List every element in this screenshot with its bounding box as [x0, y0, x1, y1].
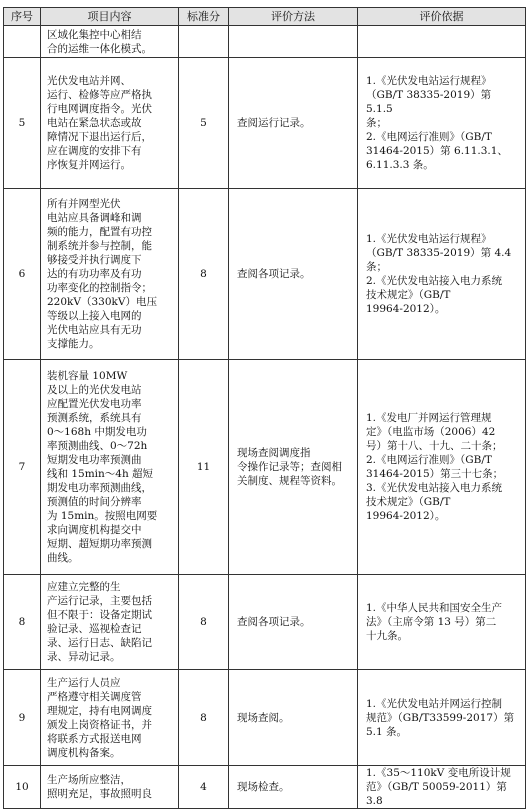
- table-row: [4, 189, 526, 360]
- cell-score: [179, 26, 229, 58]
- cell-basis: [358, 26, 526, 58]
- cell-basis: 1.《中华人民共和国安全生产 法》（主席令第 13 号）第二 十九条。: [358, 575, 526, 670]
- cell-content: 生产运行人员应 严格遵守相关调度管 理规定，持有电网调度 颁发上岗资格证书，并 将联系方式报送电网 调度机构备案。: [41, 670, 179, 766]
- cell-content: 应建立完整的生 产运行记录，主要包括 但不限于：设备定期试 验记录、巡视检查记 录、运行日志、缺陷记 录、异动记录。: [41, 575, 179, 670]
- table-row: [4, 360, 526, 575]
- cell-basis: 1.《35～110kV 变电所设计规 范》（GB/T 50059-2011）第 3.8: [358, 766, 526, 809]
- table-row: [4, 58, 526, 189]
- header-no: 序号: [4, 8, 41, 26]
- cell-method: 查阅各项记录。: [229, 575, 358, 670]
- cell-basis: 1.《光伏发电站运行规程》 （GB/T 38335-2019）第 4.4 条； 2.《光伏发电站接入电力系统 技术规定》（GB/T 19964-2012）。: [358, 189, 526, 360]
- cell-no: 5: [4, 58, 41, 189]
- table-row: [4, 766, 526, 809]
- cell-content: 光伏发电站并网、 运行、检修等应严格执 行电网调度指令。光伏 电站在紧急状态或故 障情况下退出运行后， 应在调度的安排下有 序恢复并网运行。: [41, 58, 179, 189]
- cell-no: 7: [4, 360, 41, 575]
- cell-no: [4, 26, 41, 58]
- cell-score: 8: [179, 189, 229, 360]
- cell-method: 查阅运行记录。: [229, 58, 358, 189]
- table-row-continuation: [4, 26, 526, 58]
- cell-score: 8: [179, 670, 229, 766]
- header-basis: 评价依据: [358, 8, 526, 26]
- cell-basis: 1.《光伏发电站运行规程》 （GB/T 38335-2019）第 5.1.5 条； 2.《电网运行准则》（GB/T 31464-2015）第 6.11.3.1、 6.11.3.3 条。: [358, 58, 526, 189]
- cell-no: 6: [4, 189, 41, 360]
- cell-score: 11: [179, 360, 229, 575]
- header-content: 项目内容: [41, 8, 179, 26]
- cell-content: 生产场所应整洁， 照明充足，事故照明良: [41, 766, 179, 809]
- cell-content: 区域化集控中心相结 合的运维一体化模式。: [41, 26, 179, 58]
- evaluation-table: [3, 7, 526, 809]
- header-row: [4, 8, 526, 26]
- cell-content: 所有并网型光伏 电站应具备调峰和调 频的能力，配置有功控 制系统并参与控制，能 够接受并执行调度下 达的有功功率及有功 功率变化的控制指令； 220kV（330kV）电压 等级以上接入电网的 光伏电站应具有无功 支撑能力。: [41, 189, 179, 360]
- cell-content: 装机容量 10MW 及以上的光伏发电站 应配置光伏发电功率 预测系统，系统具有 0～168h 中期发电功 率预测曲线、0～72h 短期发电功率预测曲 线和 15min～4h 超短 期发电功率预测曲线， 预测值的时间分辨率 为 15min。按照电网要 求向调度机构提交中 短期、超短期功率预测 曲线。: [41, 360, 179, 575]
- cell-score: 4: [179, 766, 229, 809]
- cell-method: 现场查阅调度指 令操作记录等；查阅相 关制度、规程等资料。: [229, 360, 358, 575]
- cell-method: 查阅各项记录。: [229, 189, 358, 360]
- cell-method: 现场检查。: [229, 766, 358, 809]
- cell-basis: 1.《光伏发电站并网运行控制 规范》（GB/T33599-2017）第 5.1 条。: [358, 670, 526, 766]
- table-row: [4, 670, 526, 766]
- header-method: 评价方法: [229, 8, 358, 26]
- cell-no: 8: [4, 575, 41, 670]
- cell-method: [229, 26, 358, 58]
- table-row: [4, 575, 526, 670]
- cell-score: 5: [179, 58, 229, 189]
- header-score: 标准分: [179, 8, 229, 26]
- cell-no: 9: [4, 670, 41, 766]
- cell-no: 10: [4, 766, 41, 809]
- cell-score: 8: [179, 575, 229, 670]
- cell-basis: 1.《发电厂并网运行管理规 定》（电监市场（2006）42 号）第十八、十九、二十条； 2.《电网运行准则》（GB/T 31464-2015）第三十七条； 3.《光伏发电站接入电力系统 技术规定》（GB/T 19964-2012）。: [358, 360, 526, 575]
- cell-method: 现场查阅。: [229, 670, 358, 766]
